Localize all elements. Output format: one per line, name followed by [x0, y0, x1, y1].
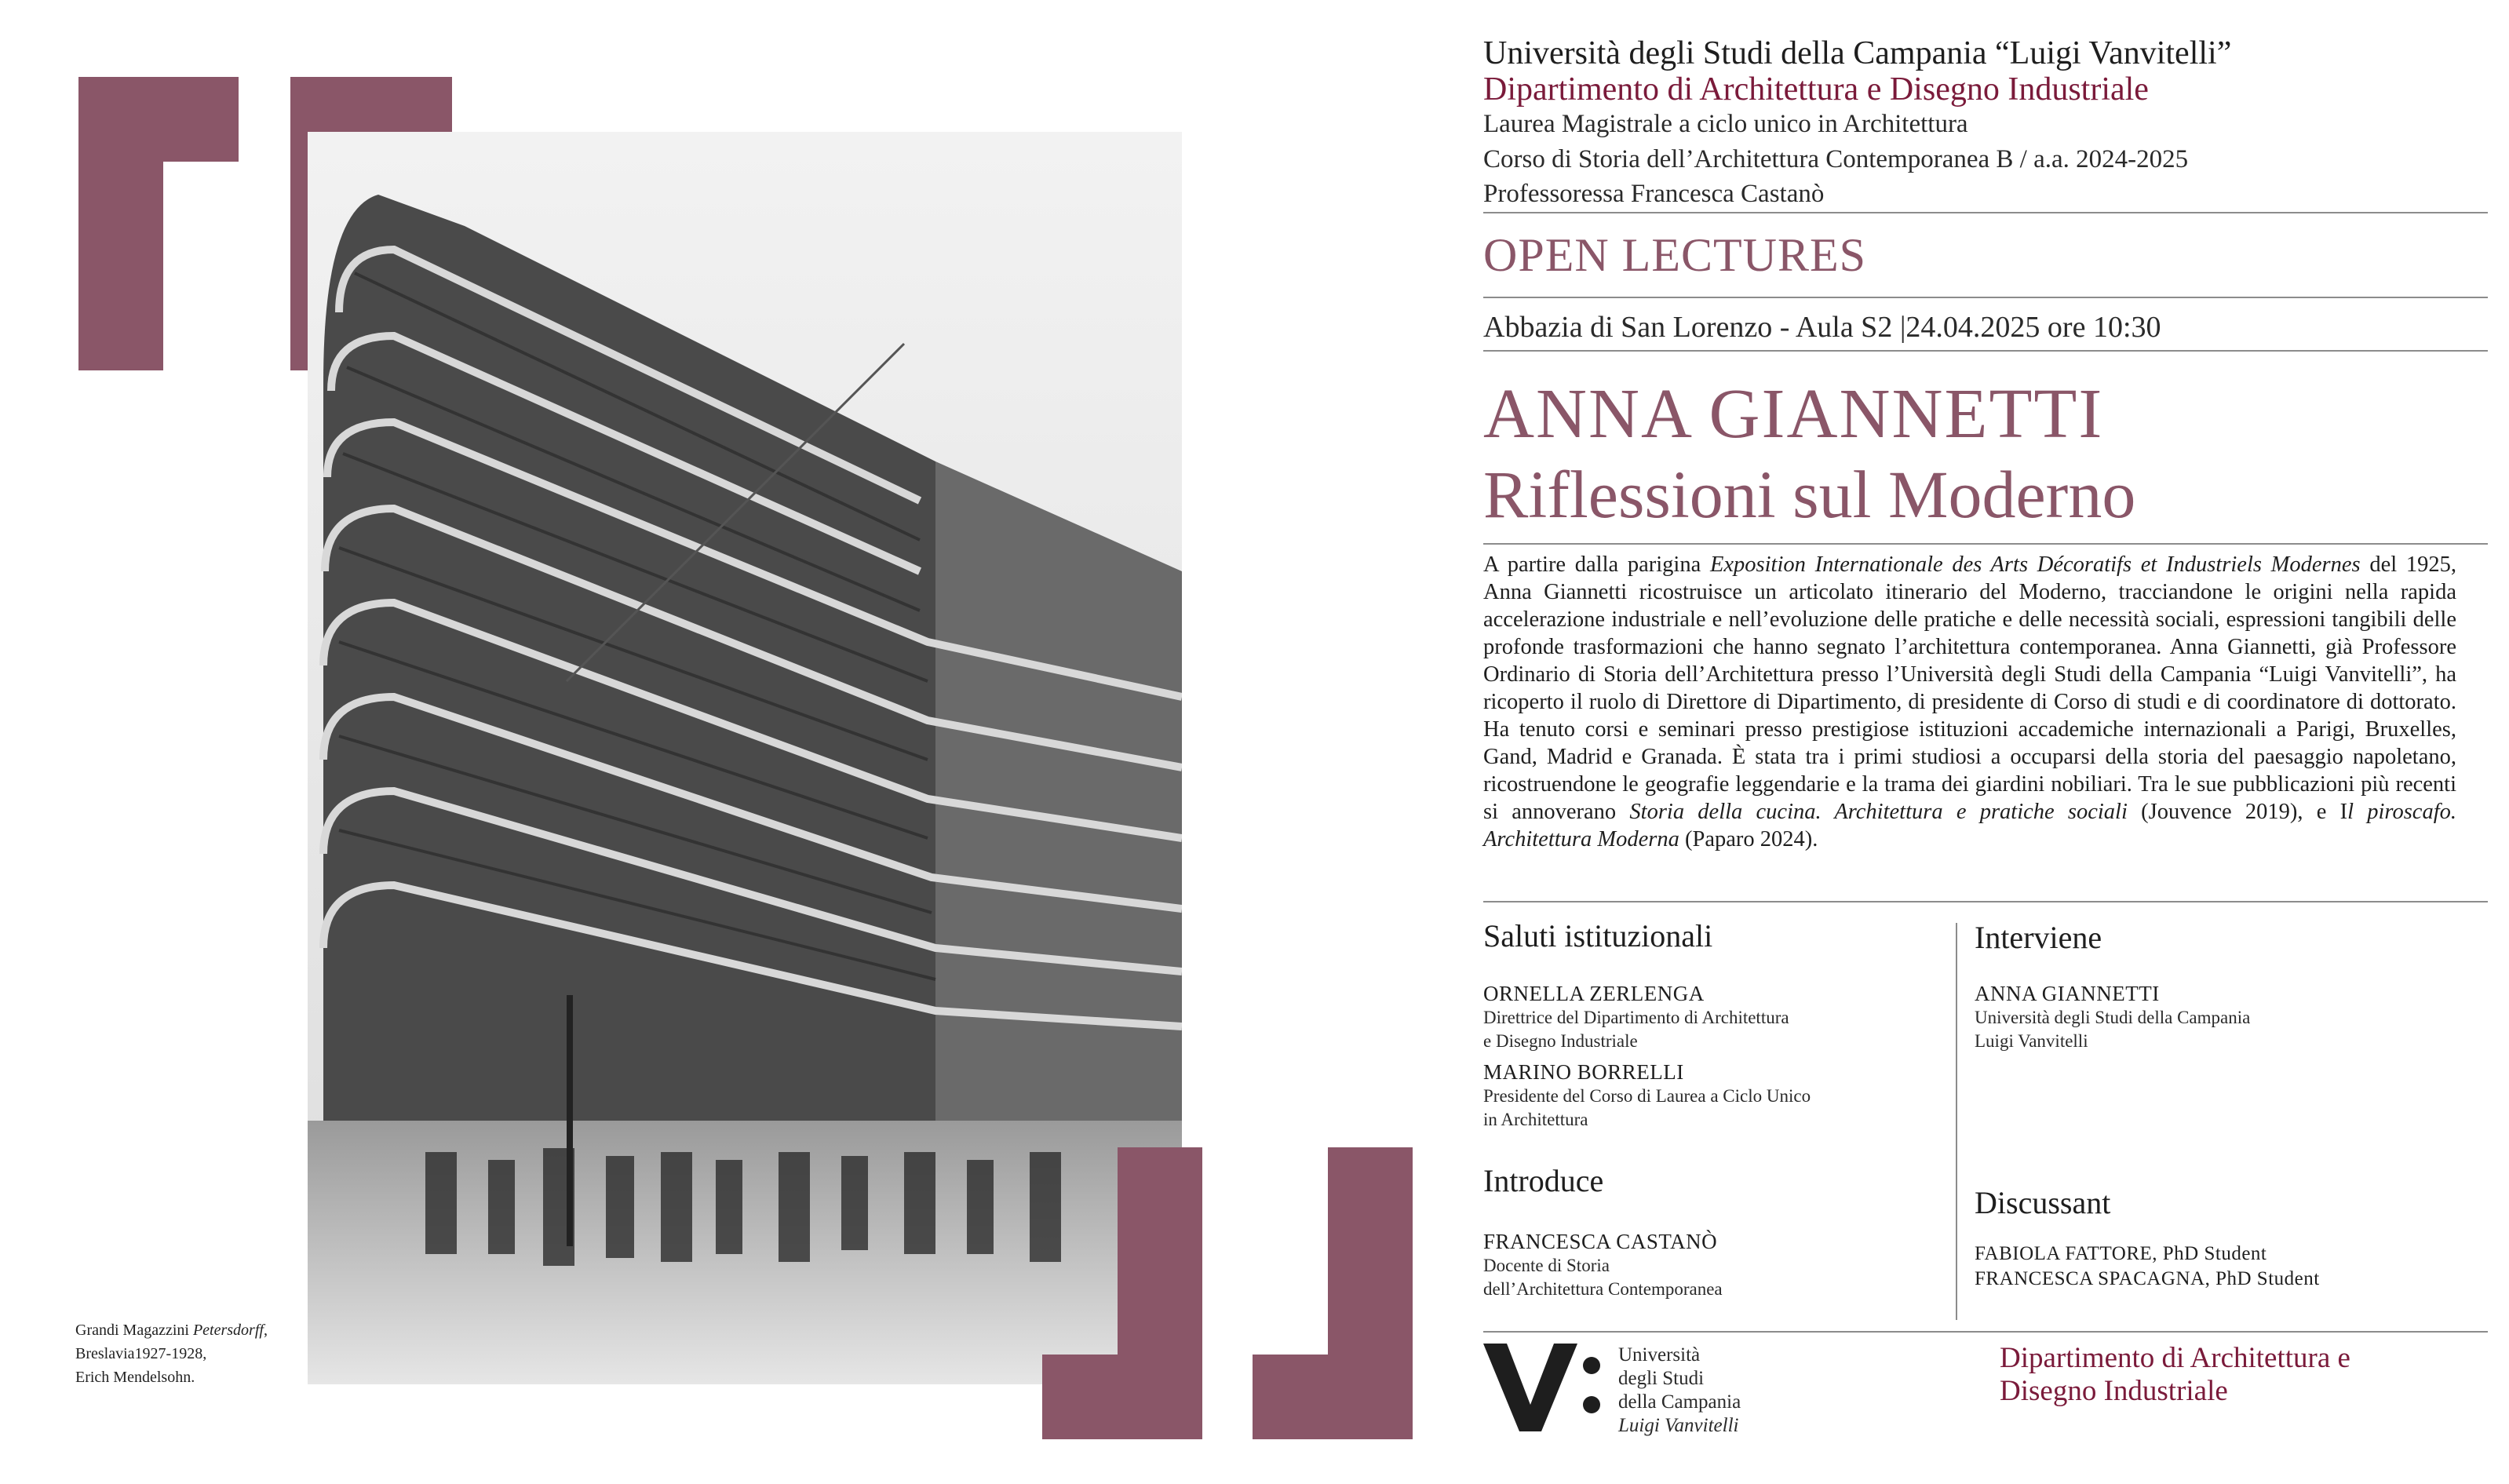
speaker-name: ANNA GIANNETTI — [1483, 375, 2104, 453]
speaker-panel-role: Luigi Vanvitelli — [1975, 1031, 2088, 1051]
footer-department: Dipartimento di Architettura e Disegno Industriale — [2000, 1342, 2350, 1407]
divider — [1483, 350, 2488, 352]
introducer-role: Docente di Storia — [1483, 1256, 1610, 1275]
greetings-heading: Saluti istituzionali — [1483, 918, 1713, 953]
greeting-person-name: ORNELLA ZERLENGA — [1483, 982, 1705, 1005]
greeting-person-role: Presidente del Corso di Laurea a Ciclo Unico — [1483, 1086, 1811, 1106]
close-quote-mark — [1042, 1147, 1413, 1439]
column-divider — [1956, 923, 1957, 1320]
divider — [1483, 901, 2488, 902]
abstract-paragraph: A partire dalla parigina Exposition Internationale des Arts Décoratifs et Industriels Modernes del 1925, Anna Giannetti ricostruisce un articolato itinerario del Moderno, tracciandone le origini nella rapida accelerazione industriale e nell’evoluzione delle pratiche e delle necessità sociali, espressioni tangibili delle profonde trasformazioni che hanno segnato l’architettura contemporanea. Anna Giannetti, già Professore Ordinario di Storia dell’Architettura presso l’Università degli Studi della Campania “Luigi Vanvitelli”, ha ricoperto il ruolo di Direttore di Dipartimento, di presidente di Corso di studi e di coordinatore di dottorato. Ha tenuto corsi e seminari presso prestigiose istituzioni accademiche internazionali a Parigi, Bruxelles, Gand, Madrid e Granada. È stata tra i primi studiosi a occuparsi della storia del paesaggio napoletano, ricostruendone le geografie leggendarie e la trama dei giardini nobiliari. Tra le sue pubblicazioni più recenti si annoverano Storia della cucina. Architettura e pratiche sociali (Jouvence 2019), e Il piroscafo. Architettura Moderna (Paparo 2024). — [1483, 552, 2456, 851]
speaker-panel-name: ANNA GIANNETTI — [1975, 982, 2160, 1005]
university-name: Università degli Studi della Campania “Luigi Vanvitelli” — [1483, 35, 2232, 71]
greeting-person-role: Direttrice del Dipartimento di Architettura — [1483, 1008, 1789, 1027]
introducer-role: dell’Architettura Contemporanea — [1483, 1279, 1723, 1299]
department-name: Dipartimento di Architettura e Disegno Industriale — [1483, 71, 2149, 108]
professor-name: Professoressa Francesca Castanò — [1483, 180, 1825, 208]
photo-caption: Grandi Magazzini Petersdorff, Breslavia1927-1928, Erich Mendelsohn. — [75, 1322, 268, 1386]
university-logo-text: Università degli Studi della Campania Luigi Vanvitelli — [1618, 1344, 1741, 1436]
event-venue-date: Abbazia di San Lorenzo - Aula S2 |24.04.2025 ore 10:30 — [1483, 311, 2161, 344]
introducer-name: FRANCESCA CASTANÒ — [1483, 1230, 1718, 1253]
divider — [1483, 543, 2488, 545]
introduce-heading: Introduce — [1483, 1163, 1604, 1198]
vanvitelli-logo-icon — [1483, 1344, 1601, 1431]
greeting-person-role: e Disegno Industriale — [1483, 1031, 1638, 1051]
degree-program: Laurea Magistrale a ciclo unico in Architettura — [1483, 110, 1968, 138]
interviene-heading: Interviene — [1975, 920, 2102, 955]
discussant-person: FRANCESCA SPACAGNA, PhD Student — [1975, 1268, 2320, 1289]
course-name: Corso di Storia dell’Architettura Contemporanea B / a.a. 2024-2025 — [1483, 145, 2189, 173]
discussant-heading: Discussant — [1975, 1185, 2111, 1220]
lecture-title: Riflessioni sul Moderno — [1483, 457, 2136, 532]
discussant-person: FABIOLA FATTORE, PhD Student — [1975, 1243, 2267, 1264]
greeting-person-name: MARINO BORRELLI — [1483, 1060, 1684, 1084]
speaker-panel-role: Università degli Studi della Campania — [1975, 1008, 2251, 1027]
divider — [1483, 1331, 2488, 1333]
greeting-person-role: in Architettura — [1483, 1110, 1588, 1129]
divider — [1483, 297, 2488, 298]
divider — [1483, 212, 2488, 213]
series-title: OPEN LECTURES — [1483, 229, 1867, 281]
university-logo — [1483, 1344, 1601, 1435]
